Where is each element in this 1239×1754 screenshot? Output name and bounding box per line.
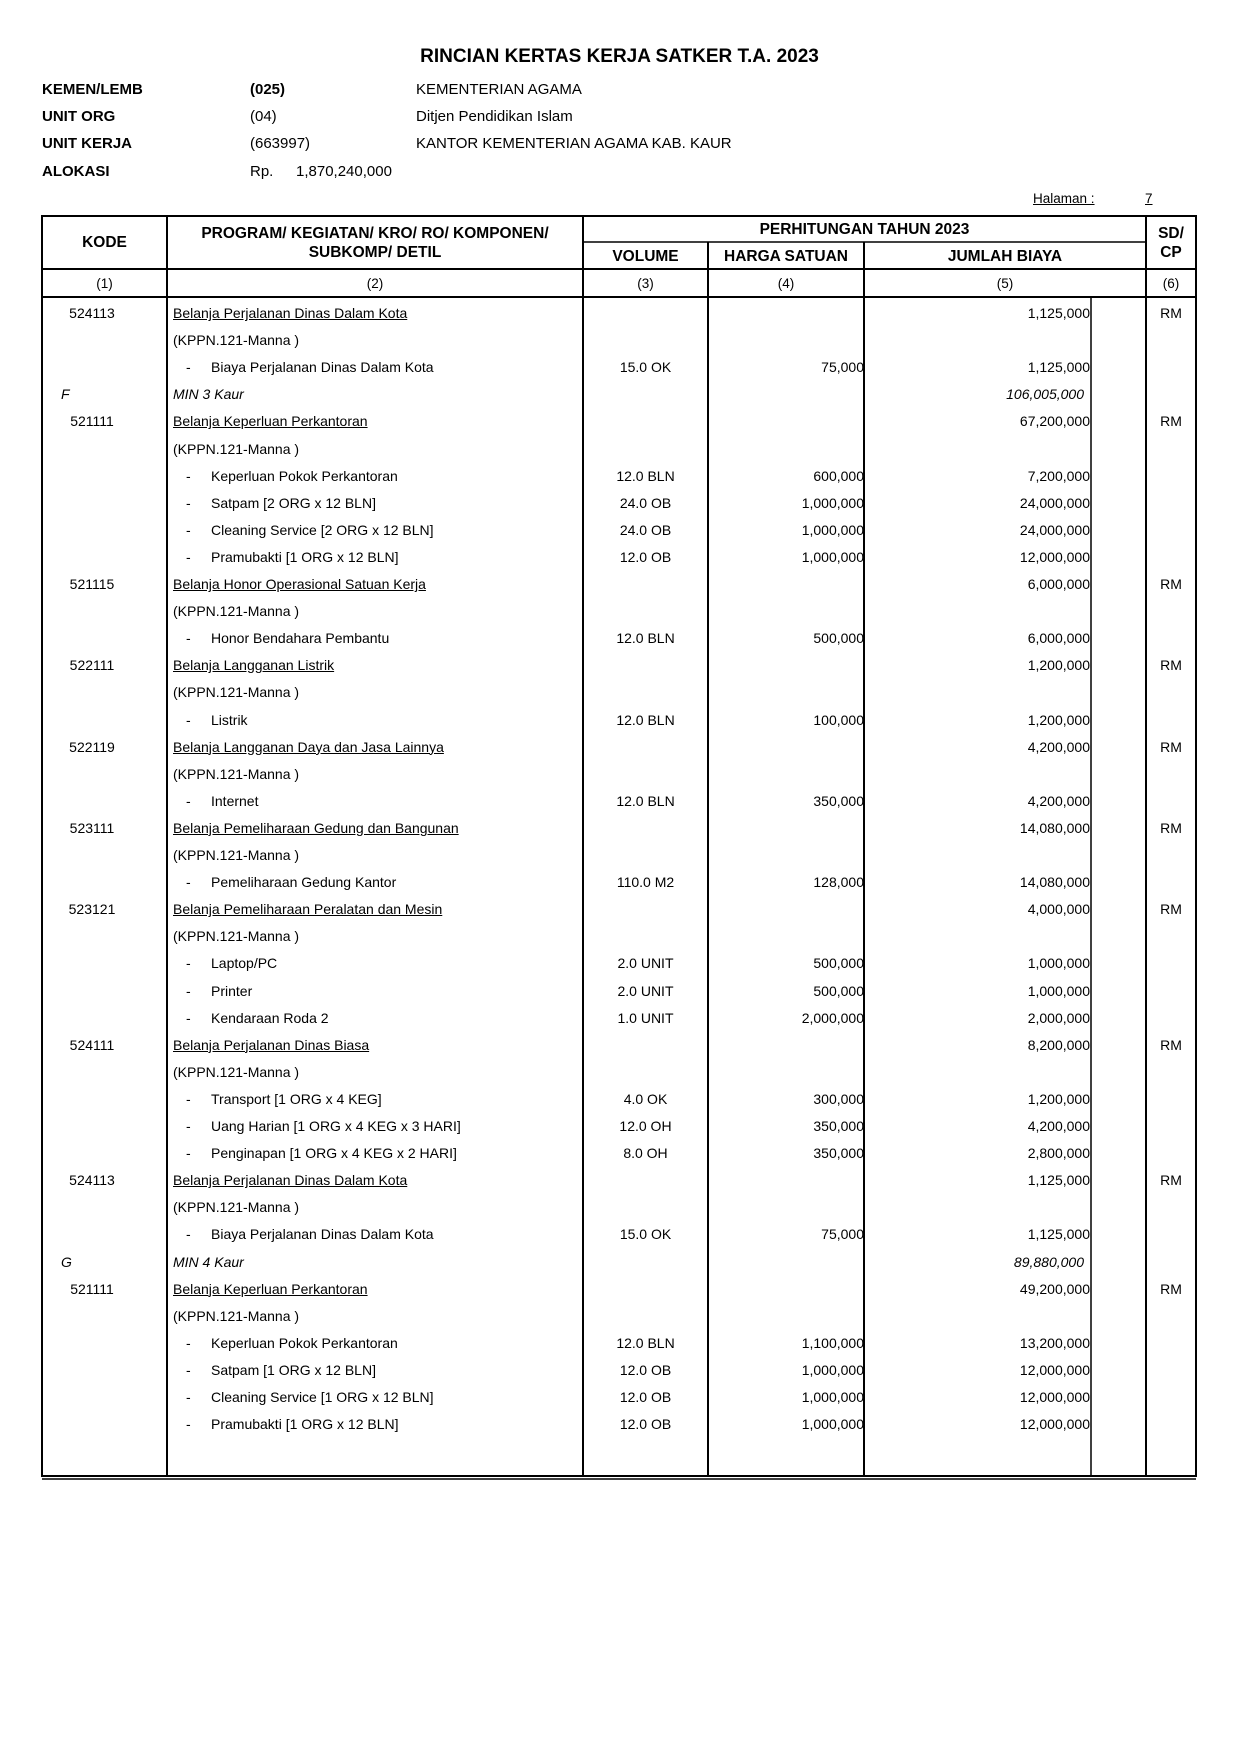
page-number: 7 xyxy=(1145,191,1153,206)
detail-name: Printer xyxy=(211,982,253,999)
detail-name: Pramubakti [1 ORG x 12 BLN] xyxy=(211,548,399,565)
detail-name: Biaya Perjalanan Dinas Dalam Kota xyxy=(211,1226,434,1243)
detail-bullet: - xyxy=(186,1118,191,1134)
detail-bullet: - xyxy=(186,1361,191,1378)
detail-amount: 12,000,000 xyxy=(1019,548,1090,565)
detail-unit-price: 500,000 xyxy=(813,955,864,972)
group-name: MIN 4 Kaur xyxy=(173,1253,244,1270)
account-code: 524113 xyxy=(69,305,115,321)
account-code: 522111 xyxy=(69,657,115,674)
detail-name: Honor Bendahara Pembantu xyxy=(211,630,390,647)
col-number-6: (6) xyxy=(1162,276,1180,291)
detail-name: Keperluan Pokok Perkantoran xyxy=(211,1334,398,1351)
detail-bullet: - xyxy=(186,874,191,891)
detail-unit-price: 128,000 xyxy=(813,874,864,891)
account-name: Belanja Pemeliharaan Gedung dan Bangunan xyxy=(173,819,459,836)
unitorg-name: Ditjen Pendidikan Islam xyxy=(416,108,573,125)
detail-volume: 1.0 UNIT xyxy=(617,1009,674,1026)
source-fund: RM xyxy=(1160,901,1182,918)
detail-bullet: - xyxy=(186,1090,191,1107)
account-amount: 49,200,000 xyxy=(1019,1280,1090,1297)
detail-bullet: - xyxy=(186,467,191,484)
detail-bullet: - xyxy=(186,792,191,809)
account-amount: 14,080,000 xyxy=(1019,819,1090,836)
detail-amount: 12,000,000 xyxy=(1019,1361,1090,1378)
detail-amount: 1,200,000 xyxy=(1027,711,1090,728)
kemen-name: KEMENTERIAN AGAMA xyxy=(416,81,582,98)
detail-name: Cleaning Service [2 ORG x 12 BLN] xyxy=(211,521,434,538)
account-amount: 1,125,000 xyxy=(1027,1172,1090,1189)
col-number-3: (3) xyxy=(637,276,654,291)
detail-amount: 12,000,000 xyxy=(1019,1389,1090,1405)
detail-bullet: - xyxy=(186,521,191,538)
source-fund: RM xyxy=(1160,576,1182,592)
detail-volume: 12.0 BLN xyxy=(616,792,675,809)
col-number-5: (5) xyxy=(996,276,1014,291)
col-header-sd: SD/ xyxy=(1158,225,1184,242)
account-name: Belanja Langganan Daya dan Jasa Lainnya xyxy=(173,738,444,755)
kppn-label: (KPPN.121-Manna ) xyxy=(173,765,300,782)
account-name: Belanja Perjalanan Dinas Dalam Kota xyxy=(173,305,408,321)
document-title: RINCIAN KERTAS KERJA SATKER T.A. 2023 xyxy=(420,46,819,67)
kppn-label: (KPPN.121-Manna ) xyxy=(173,603,300,620)
detail-name: Kendaraan Roda 2 xyxy=(211,1009,329,1026)
col-header-program-line1: PROGRAM/ KEGIATAN/ KRO/ RO/ KOMPONEN/ xyxy=(201,225,549,242)
col-header-kode: KODE xyxy=(82,234,127,251)
detail-volume: 2.0 UNIT xyxy=(617,955,674,972)
account-amount: 1,200,000 xyxy=(1027,657,1090,674)
source-fund: RM xyxy=(1160,1280,1182,1297)
detail-name: Laptop/PC xyxy=(211,955,278,972)
kemen-label: KEMEN/LEMB xyxy=(42,81,143,98)
account-amount: 67,200,000 xyxy=(1019,413,1090,430)
source-fund: RM xyxy=(1160,305,1182,321)
detail-unit-price: 100,000 xyxy=(813,711,864,728)
col-number-4: (4) xyxy=(777,276,795,291)
account-name: Belanja Keperluan Perkantoran xyxy=(173,413,368,430)
detail-volume: 12.0 OB xyxy=(619,1416,672,1433)
detail-unit-price: 500,000 xyxy=(813,982,864,999)
col-header-perhitungan: PERHITUNGAN TAHUN 2023 xyxy=(759,221,970,238)
account-amount: 4,000,000 xyxy=(1027,901,1090,918)
kemen-code: (025) xyxy=(250,81,286,98)
col-header-harga: HARGA SATUAN xyxy=(724,248,848,265)
detail-unit-price: 1,000,000 xyxy=(801,1389,864,1405)
detail-bullet: - xyxy=(186,1226,191,1243)
account-code: 524111 xyxy=(69,1036,115,1053)
detail-unit-price: 2,000,000 xyxy=(801,1009,864,1026)
detail-bullet: - xyxy=(186,711,191,728)
detail-amount: 2,000,000 xyxy=(1027,1009,1090,1026)
detail-name: Biaya Perjalanan Dinas Dalam Kota xyxy=(211,359,434,376)
kppn-label: (KPPN.121-Manna ) xyxy=(173,440,300,457)
kppn-label: (KPPN.121-Manna ) xyxy=(173,1063,300,1080)
account-code: 524113 xyxy=(69,1172,115,1189)
kppn-label: (KPPN.121-Manna ) xyxy=(173,684,300,701)
detail-unit-price: 1,000,000 xyxy=(801,521,864,538)
detail-volume: 12.0 BLN xyxy=(616,711,675,728)
detail-bullet: - xyxy=(186,982,191,999)
source-fund: RM xyxy=(1160,738,1182,755)
group-code: F xyxy=(61,386,70,403)
detail-volume: 12.0 BLN xyxy=(616,630,675,647)
detail-volume: 8.0 OH xyxy=(623,1145,668,1162)
col-number-2: (2) xyxy=(366,276,384,291)
detail-unit-price: 350,000 xyxy=(813,1145,864,1162)
detail-unit-price: 75,000 xyxy=(821,359,864,376)
detail-unit-price: 350,000 xyxy=(813,1118,864,1134)
col-number-1: (1) xyxy=(96,276,113,291)
detail-unit-price: 600,000 xyxy=(813,467,864,484)
detail-bullet: - xyxy=(186,1389,191,1405)
detail-amount: 1,200,000 xyxy=(1027,1090,1090,1107)
source-fund: RM xyxy=(1160,819,1182,836)
detail-bullet: - xyxy=(186,548,191,565)
account-name: Belanja Pemeliharaan Peralatan dan Mesin xyxy=(173,901,443,918)
detail-volume: 12.0 OH xyxy=(619,1118,672,1134)
col-header-volume: VOLUME xyxy=(612,248,679,265)
alokasi-value: 1,870,240,000 xyxy=(296,163,392,180)
detail-amount: 1,000,000 xyxy=(1027,982,1090,999)
detail-name: Penginapan [1 ORG x 4 KEG x 2 HARI] xyxy=(211,1145,457,1162)
kppn-label: (KPPN.121-Manna ) xyxy=(173,1307,300,1324)
detail-name: Keperluan Pokok Perkantoran xyxy=(211,467,398,484)
detail-volume: 110.0 M2 xyxy=(616,874,675,891)
unitorg-code: (04) xyxy=(250,108,277,125)
source-fund: RM xyxy=(1160,1172,1182,1189)
account-amount: 8,200,000 xyxy=(1027,1036,1090,1053)
alokasi-currency: Rp. xyxy=(250,163,274,180)
account-code: 521111 xyxy=(70,413,114,430)
account-name: Belanja Keperluan Perkantoran xyxy=(173,1280,368,1297)
detail-unit-price: 1,000,000 xyxy=(801,1361,864,1378)
detail-unit-price: 1,000,000 xyxy=(801,1416,864,1433)
detail-name: Cleaning Service [1 ORG x 12 BLN] xyxy=(211,1389,434,1405)
detail-amount: 7,200,000 xyxy=(1027,467,1090,484)
detail-amount: 1,000,000 xyxy=(1027,955,1090,972)
detail-bullet: - xyxy=(186,494,191,511)
detail-amount: 2,800,000 xyxy=(1027,1145,1090,1162)
detail-bullet: - xyxy=(186,1009,191,1026)
group-name: MIN 3 Kaur xyxy=(173,386,244,403)
account-code: 521111 xyxy=(70,1280,114,1297)
unitorg-label: UNIT ORG xyxy=(42,108,116,125)
detail-name: Internet xyxy=(211,792,259,809)
detail-volume: 12.0 OB xyxy=(619,1361,672,1378)
detail-volume: 2.0 UNIT xyxy=(617,982,674,999)
detail-bullet: - xyxy=(186,1145,191,1162)
detail-name: Pramubakti [1 ORG x 12 BLN] xyxy=(211,1416,399,1433)
detail-unit-price: 300,000 xyxy=(813,1090,864,1107)
detail-amount: 24,000,000 xyxy=(1019,494,1090,511)
account-name: Belanja Langganan Listrik xyxy=(173,657,335,674)
detail-amount: 6,000,000 xyxy=(1027,630,1090,647)
alokasi-label: ALOKASI xyxy=(42,163,110,180)
detail-amount: 4,200,000 xyxy=(1027,792,1090,809)
page-label: Halaman : xyxy=(1033,191,1095,206)
detail-name: Satpam [1 ORG x 12 BLN] xyxy=(211,1361,376,1378)
kppn-label: (KPPN.121-Manna ) xyxy=(173,928,300,945)
account-code: 522119 xyxy=(69,738,115,755)
account-code: 521115 xyxy=(69,576,115,592)
group-code: G xyxy=(61,1253,72,1270)
detail-bullet: - xyxy=(186,1416,191,1433)
detail-bullet: - xyxy=(186,955,191,972)
group-amount: 106,005,000 xyxy=(1006,386,1084,403)
detail-amount: 14,080,000 xyxy=(1019,874,1090,891)
source-fund: RM xyxy=(1160,657,1182,674)
detail-bullet: - xyxy=(186,1334,191,1351)
source-fund: RM xyxy=(1160,413,1182,430)
detail-amount: 4,200,000 xyxy=(1027,1118,1090,1134)
account-name: Belanja Honor Operasional Satuan Kerja xyxy=(173,576,426,592)
detail-name: Pemeliharaan Gedung Kantor xyxy=(211,874,397,891)
col-header-program-line2: SUBKOMP/ DETIL xyxy=(308,244,442,261)
detail-unit-price: 75,000 xyxy=(821,1226,864,1243)
detail-volume: 24.0 OB xyxy=(619,521,672,538)
group-amount: 89,880,000 xyxy=(1013,1253,1084,1270)
account-amount: 1,125,000 xyxy=(1027,305,1090,321)
detail-bullet: - xyxy=(186,359,191,376)
detail-volume: 15.0 OK xyxy=(619,359,672,376)
detail-amount: 24,000,000 xyxy=(1019,521,1090,538)
detail-amount: 1,125,000 xyxy=(1027,1226,1090,1243)
detail-unit-price: 500,000 xyxy=(813,630,864,647)
detail-name: Satpam [2 ORG x 12 BLN] xyxy=(211,494,376,511)
unitkerja-name: KANTOR KEMENTERIAN AGAMA KAB. KAUR xyxy=(416,135,732,152)
unitkerja-label: UNIT KERJA xyxy=(42,135,133,152)
detail-volume: 12.0 BLN xyxy=(616,467,675,484)
detail-volume: 24.0 OB xyxy=(619,494,672,511)
detail-amount: 13,200,000 xyxy=(1019,1334,1090,1351)
detail-name: Uang Harian [1 ORG x 4 KEG x 3 HARI] xyxy=(211,1118,461,1134)
detail-volume: 4.0 OK xyxy=(623,1090,668,1107)
unitkerja-code: (663997) xyxy=(250,135,311,152)
account-name: Belanja Perjalanan Dinas Dalam Kota xyxy=(173,1172,408,1189)
detail-unit-price: 1,000,000 xyxy=(801,548,864,565)
detail-amount: 12,000,000 xyxy=(1019,1416,1090,1433)
detail-bullet: - xyxy=(186,630,191,647)
detail-volume: 12.0 OB xyxy=(619,1389,672,1405)
account-code: 523111 xyxy=(69,819,115,836)
col-header-jumlah: JUMLAH BIAYA xyxy=(947,248,1063,265)
detail-volume: 12.0 OB xyxy=(619,548,672,565)
detail-name: Transport [1 ORG x 4 KEG] xyxy=(211,1090,382,1107)
account-name: Belanja Perjalanan Dinas Biasa xyxy=(173,1036,370,1053)
source-fund: RM xyxy=(1160,1036,1182,1053)
detail-unit-price: 1,000,000 xyxy=(801,494,864,511)
detail-volume: 15.0 OK xyxy=(619,1226,672,1243)
detail-unit-price: 1,100,000 xyxy=(801,1334,864,1351)
kppn-label: (KPPN.121-Manna ) xyxy=(173,847,300,863)
kppn-label: (KPPN.121-Manna ) xyxy=(173,332,300,349)
detail-name: Listrik xyxy=(211,711,248,728)
detail-volume: 12.0 BLN xyxy=(616,1334,675,1351)
detail-unit-price: 350,000 xyxy=(813,792,864,809)
account-amount: 4,200,000 xyxy=(1027,738,1090,755)
account-amount: 6,000,000 xyxy=(1027,576,1090,592)
kppn-label: (KPPN.121-Manna ) xyxy=(173,1199,300,1216)
detail-amount: 1,125,000 xyxy=(1027,359,1090,376)
col-header-cp: CP xyxy=(1160,244,1182,261)
account-code: 523121 xyxy=(68,901,116,918)
